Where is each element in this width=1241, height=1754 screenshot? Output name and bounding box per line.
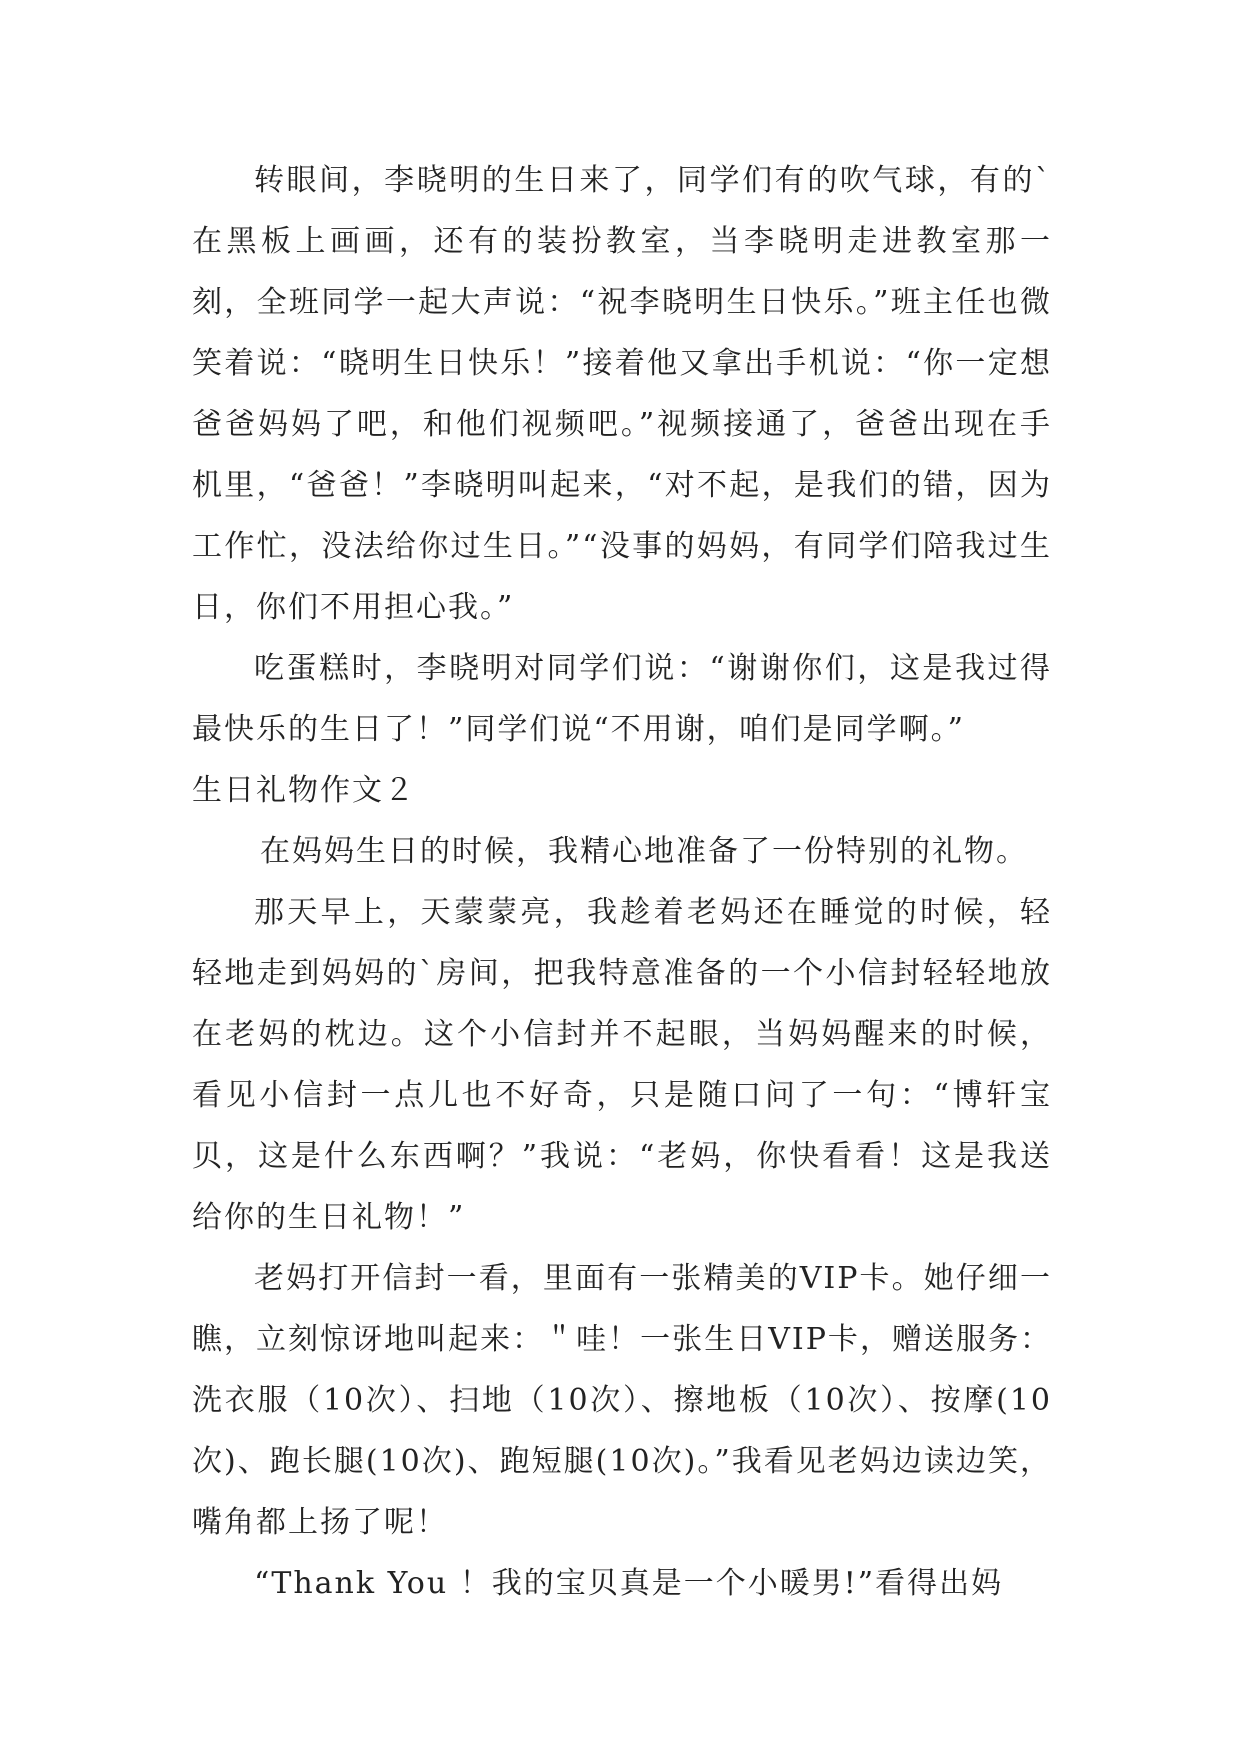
essay-heading: 生日礼物作文２: [192, 773, 416, 808]
paragraph-cake: 吃蛋糕时，李晓明对同学们说：“谢谢你们，这是我过得最快乐的生日了！”同学们说“不用谢，咱们是同学啊。”: [192, 651, 1052, 747]
paragraph-birthday-classroom: 转眼间，李晓明的生日来了，同学们有的吹气球，有的`在黑板上画画，还有的装扮教室，当李晓明走进教室那一刻，全班同学一起大声说：“祝李晓明生日快乐。”班主任也微笑着说：“晓明生日快乐！”接着他又拿出手机说：“你一定想爸爸妈妈了吧，和他们视频吧。”视频接通了，爸爸出现在手机里，“爸爸！”李晓明叫起来，“对不起，是我们的错，因为工作忙，没法给你过生日。”“没事的妈妈，有同学们陪我过生日，你们不用担心我。”: [192, 163, 1052, 625]
paragraph-morning: 那天早上，天蒙蒙亮，我趁着老妈还在睡觉的时候，轻轻地走到妈妈的`房间，把我特意准备的一个小信封轻轻地放在老妈的枕边。这个小信封并不起眼，当妈妈醒来的时候，看见小信封一点儿也不好奇，只是随口问了一句：“博轩宝贝，这是什么东西啊？”我说：“老妈，你快看看！这是我送给你的生日礼物！”: [192, 895, 1052, 1235]
paragraph-gift-intro: 在妈妈生日的时候，我精心地准备了一份特别的礼物。: [260, 834, 1028, 869]
document-page: [192, 150, 1052, 1614]
paragraph-thank-you: “Thank You ！我的宝贝真是一个小暖男!”看得出妈: [254, 1566, 1004, 1601]
paragraph-vip-card: 老妈打开信封一看，里面有一张精美的VIP卡。她仔细一瞧，立刻惊讶地叫起来：＂哇！一张生日VIP卡，赠送服务：洗衣服（10次）、扫地（10次）、擦地板（10次）、按摩(10次)、跑长腿(10次)、跑短腿(10次)。”我看见老妈边读边笑，嘴角都上扬了呢！: [192, 1261, 1052, 1540]
